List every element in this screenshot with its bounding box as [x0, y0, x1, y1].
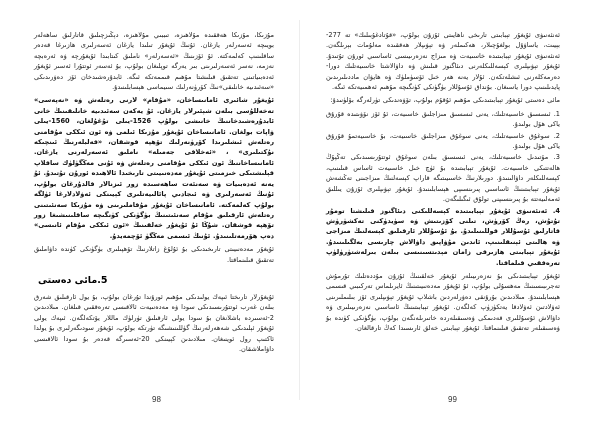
- list-item-bold: 4. ئەنئەنىۋى ئۇيغۇر تېبابىتىدە كېسەللىكنى دىئاگنوز قىلىشتا تومۇر تۇتۇش، رەڭ كۆرۈش، تىلنى كۆزىتىش ۋە سۈيدۈكنى تەكشۈرۈش قاتارلىق ئۇسۇللار قوللىنىلىدۇ. بۇ ئۇسۇللار ئارقىلىق كېسەلنىڭ مىزاجى ۋە ھالىتى ئېنىقلىنىپ، ئاندىن مۇۋاپىق داۋالاش چارىسى بەلگىلىنىدۇ. ئۇيغۇر تېبابىتى ھازىرقى زامان مېدىتسىنىسى بىلەن بىرلەشتۈرۈلۈپ تەرەققىي قىلماقتا.: [326, 206, 560, 267]
- right-page: [300, 0, 600, 424]
- section-heading: 5.مائى دەستى: [38, 274, 108, 286]
- list-item: 3. مۆتىدىل خاسىيەتلىك، يەنى ئىسسىق بىلەن سوغۇق ئوتتۇرىسىدىكى تەڭپۇڭ ھالەتتىكى خاسىيەت. ئۇيغۇر تېبابىتىدە بۇ ئۈچ خىل خاسىيەت ئاساس قىلىنىپ، كېسەللىكلەر داۋالىنىدۇ. دورىلارنىڭ خاسىيىتىگە قاراپ كېسەلنىڭ مىزاجىنى تەڭشەش ئۇيغۇر تېبابىتىنىڭ ئاساسىي پىرىنسىپى ھېسابلىنىدۇ. ئۇيغۇر تېۋىپلىرى ئۇزۇن يىللىق ئەمەلىيەتتە بۇ پىرىنسىپنى تولۇق ئىگىلىگەن.: [326, 153, 560, 204]
- list-item: 2. سوغۇق خاسىيەتلىك، يەنى سوغۇق مىزاجلىق خاسىيەت، بۇ خاسىيەتمۇ قۇرۇق ياكى ھۆل بولىدۇ.: [326, 131, 560, 151]
- paragraph: ئۇيغۇرلار تارىختا ئىپەك يولىدىكى مۇھىم ئورۇندا تۇرغان بولۇپ، بۇ يول ئارقىلىق شەرق بىلەن غەرب ئوتتۇرىسىدىكى سودا ۋە مەدەنىيەت ئالاقىسى تەرەققىي قىلغان. مىلادىدىن 2-ئەسىردە باشلانغان بۇ سودا يولى ئارقىلىق تۈرلۈك ماللار يۆتكەلگەن. ئىپەك يولى ئۇيغۇر ئېلىدىكى شەھەرلەرنىڭ گۈللىنىشىگە تۈرتكە بولۇپ، ئۇيغۇر سودىگەرلىرى بۇ يولدا ئاكتىپ رول ئوينىغان. مىلادىدىن كېيىنكى 20-ئەسىرگە قەدەر بۇ سودا ئالاقىسى داۋاملاشقان.: [34, 292, 274, 353]
- page-number: 99: [448, 395, 457, 404]
- paragraph-bold: ئۇيغۇر شائىرى ئامانىساخان، «مۇقام» لارنى رەتلەش ۋە «نەپەسى» تەخەللۇسى بىلەن شېئىرلار يازغان. ئۇ يەكەن سەئىدىيە خانلىقىنىڭ خانى ئابدۇرەشىدخاننىڭ خانىشى بولۇپ 1526-يىلى تۇغۇلغان، 1560-يىلى ۋاپات بولغان. ئامانىساخان ئۇيغۇر مۇزىكا ئىلمى ۋە ئون ئىككى مۇقامنى رەتلەش ئىشلىرىدا كۆرۈنەرلىك تۆھپە قوشقان، «قەلبلەرنىڭ ئىنچىكە نۇكتىلىرى» ، «ئەخلاقى جەمىلە» ناملىق ئەسەرلەرنى يازغان. ئامانىساخاننىڭ ئون ئىككى مۇقامنى رەتلەش ۋە ئۇنى مەڭگۈلۈك ساقلاپ قېلىشتىكى خىزمىتى ئۇيغۇر مەدەنىيىتى تارىخىدا ئالاھىدە ئورۇن تۇتىدۇ. ئۇ يەنە ئەدەبىيات ۋە سەنئەت ساھەسىدە زور ئىزنالار قالدۇرغان بولۇپ، ئۇنىڭ ئەسەرلىرى ۋە ئىجادىي پائالىيەتلىرى كېيىنكى ئەۋلادلارغا ئۈلگە بولۇپ كەلمەكتە. ئامانىساخان ئۇيغۇر مۇقاملىرىنى ۋە مۇزىكا سەنئىتىنى رەتلەش ئارقىلىق مۇقام سەنئىتىنىڭ بۈگۈنكى كۈنگىچە ساقلىنىشىغا زور تۆھپە قوشقان. شۇڭا ئۇ ئۇيغۇر خەلقىنىڭ «ئون ئىككى مۇقام ئانىسى» دەپ ھۆرمەتلىنىدۇ. ئۇنىڭ ئىسمى مەڭگۈ ئۆچمەيدۇ.: [34, 96, 274, 240]
- list-item: 1. ئىسسىق خاسىيەتلىك، يەنى ئىسسىق مىزاجلىق خاسىيەت، ئۇ ئۆز نۆۋىتىدە قۇرۇق ياكى ھۆل بولىدۇ.: [326, 109, 560, 129]
- paragraph: مائى دەستى ئۇيغۇر تېبابىتىدىكى مۇھىم ئۇقۇم بولۇپ، تۆۋەندىكى تۈرلەرگە بۆلۈنىدۇ:: [330, 96, 560, 105]
- paragraph: ئۇيغۇر مەدەنىيىتى تارىخىدىكى بۇ ئۇلۇغ زاتلارنىڭ تۆھپىلىرى بۈگۈنكى كۈندە داۋاملىق تەتقىق قىلىنماقتا.: [34, 245, 274, 264]
- paragraph: ئۇيغۇر تېبابىتىدىكى بۇ نەزەرىيىلەر ئۇيغۇر خەلقىنىڭ ئۇزۇن مۇددەتلىك تۇرمۇش تەجرىبىسىنىڭ مەھسۇلى بولۇپ، ئۇ ئۇيغۇر مەدەنىيىتىنىڭ ئايرىلماس تەركىبىي قىسمى ھېسابلىنىدۇ. مىلادىدىن بۇرۇنقى دەۋرلەردىن باشلاپ ئۇيغۇر تېۋىپلىرى ئۆز بىلىملىرىنى ئەۋلادتىن ئەۋلادقا يەتكۈزۈپ كەلگەن. ئۇيغۇر تېبابىتىنىڭ ئاساسىي نەزەرىيىلىرى ۋە داۋالاش ئۇسۇللىرى قەدىمكى ۋەسىقىلەردە خاتىرىلەنگەن بولۇپ، بۈگۈنكى كۈندە بۇ ۋەسىقىلەر تەتقىق قىلىنماقتا. ئۇيغۇر تېبابىتى خەلق ئارىسىدا كەڭ تارقالغان.: [326, 271, 560, 332]
- paragraph: ئەنئەنىۋى ئۇيغۇر تېبابىتى تارىخى ناھايىتى ئۇزۇن بولۇپ، «قۇتادغۇبىلىك» تە 277-بېيىت، ياساۋۇل بولغۇچىلار، ھەكىملەر ۋە تېۋىپلار ھەققىدە مەلۇمات بېرىلگەن. ئەنئەنىۋى ئۇيغۇر تېبابىتىدە خاسىيەت ۋە مىزاج نەزەرىيىسى ئاساسىي ئورۇن تۇتىدۇ. ئۇيغۇر تېۋىپلىرى كېسەللىكلەرنى دىئاگنوز قىلىش ۋە داۋالاشتا خاسىيەتلىك دورا-دەرمەكلەرنى ئىشلەتكەن. ئۇلار يەنە ھەر خىل ئۆسۈملۈك ۋە ھايۋان ماددىلىرىدىن پايدىلىنىپ دورا ياسىغان. بۇنداق ئۇسۇللار بۈگۈنكى كۈنگىچە مۇھىم ئەھمىيەتكە ئىگە.: [326, 31, 560, 92]
- paragraph: مۇزىكا، مۇزىكا ھەققىدە مۇلاھىزە، تىببىي مۇلاھىزە، دېڭىزچىلىق قاتارلىق ساھەلەر بويىچە ئەسەرلەر يازغان. ئۇنىڭ ئۇيغۇر تىلىدا يازغان ئەسەرلىرى ھازىرغا قەدەر ساقلىنىپ كەلمەكتە. ئۇ ئۆزىنىڭ «ئەسەرلەر» ناملىق كىتابىدا ئۇيغۇرچە ۋە ئەرەبچە نەزمە، نەسر ئەسەرلىرىنى بىر يەرگە توپلىغان بولۇپ، بۇ ئەسەر ئوتتۇرا ئەسىر ئۇيغۇر ئەدەبىياتىنى تەتقىق قىلىشتا مۇھىم قىممەتكە ئىگە. ئابدۇرەشىدخان ئۆز دەۋرىدىكى «سەئىدىيە خانلىقى»نىڭ كۆرۈنەرلىك سىيماسى ھېسابلىنىدۇ.: [34, 31, 274, 92]
- page-number: 98: [152, 395, 161, 404]
